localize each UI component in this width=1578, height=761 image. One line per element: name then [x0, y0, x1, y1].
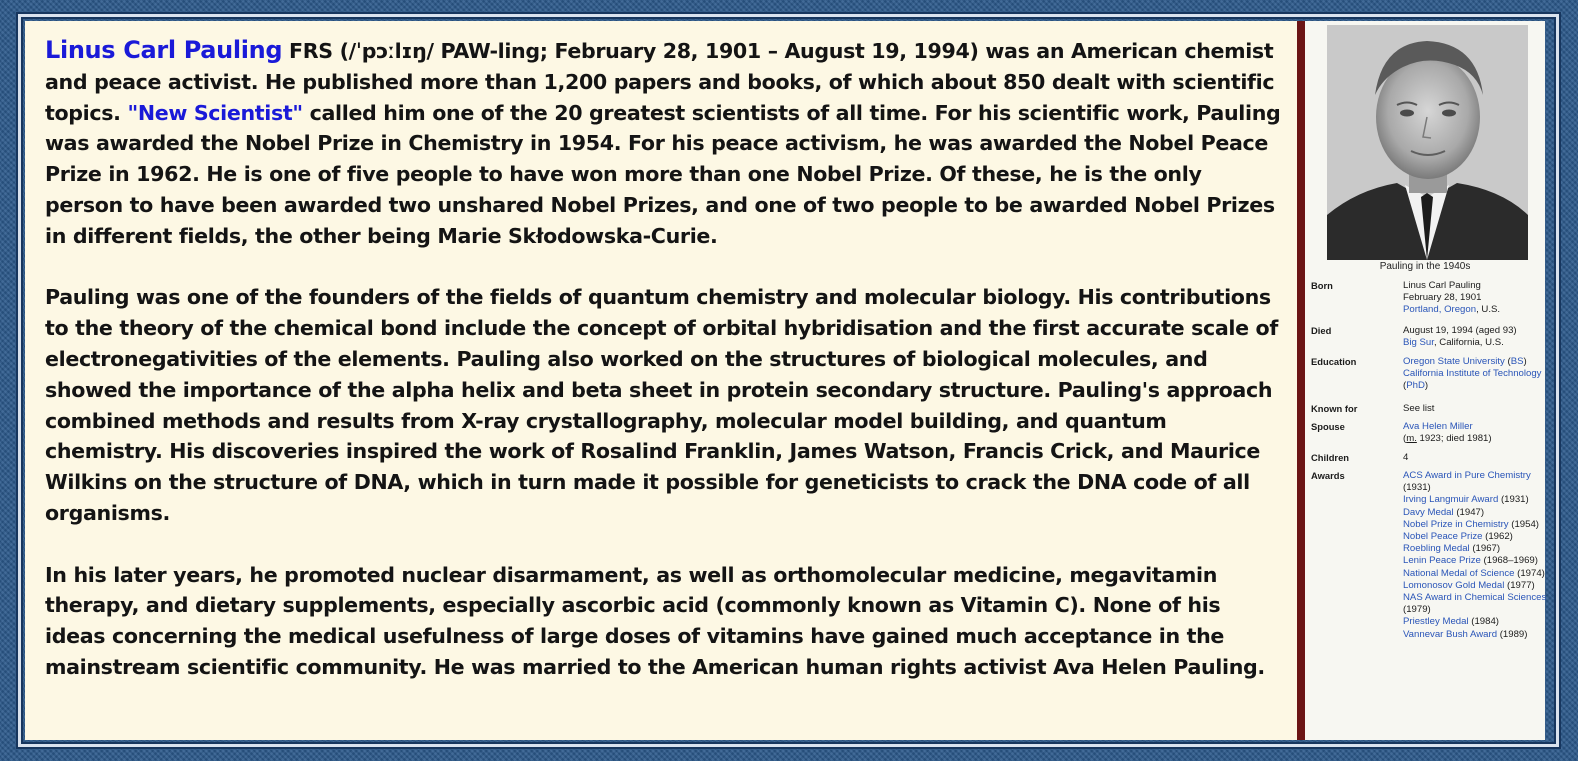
award-link[interactable]: Davy Medal — [1403, 506, 1454, 518]
award-year: (1968–1969) — [1480, 555, 1538, 567]
photo-caption: Pauling in the 1940s — [1379, 261, 1471, 272]
award-year: (1977) — [1504, 579, 1535, 591]
died-value — [1403, 325, 1548, 349]
died-date: August 19, 1994 (aged 93) — [1403, 325, 1517, 336]
subject-name: Linus Carl Pauling — [45, 36, 283, 64]
intro-text-1: FRS (/ˈpɔːlɪŋ/ PAW-ling; February 28, 1901 – August 19, 1994) was an American chemist and peace activist. He published more than 1,200 papers and books, of which about 850 dealt with scientific topics. — [45, 39, 1275, 125]
award-item — [1403, 470, 1548, 494]
award-year: (1984) — [1468, 616, 1499, 628]
paragraph-intro — [45, 35, 1283, 252]
paragraph-later-years: In his later years, he promoted nuclear disarmament, as well as orthomolecular medicine, megavitamin therapy, and dietary supplements, especially ascorbic acid (commonly known as Vitamin C). None of his ideas concerning the medical usefulness of large doses of vitamins have gained much acceptance in the mainstream scientific community. He was married to the American human rights activist Ava Helen Pauling. — [45, 562, 1265, 679]
award-link[interactable]: Lomonosov Gold Medal — [1403, 579, 1505, 591]
award-year: (1989) — [1497, 628, 1528, 640]
award-year: (1979) — [1403, 604, 1431, 616]
award-link[interactable]: Vannevar Bush Award — [1403, 628, 1498, 640]
education-2 — [1403, 368, 1548, 392]
born-date: February 28, 1901 — [1403, 292, 1482, 304]
intro-text-2: called him one of the 20 greatest scientists of all time. For his scientific work, Pauling was awarded the Nobel Prize in Chemistry in 1954. For his peace activism, he was awarded the Nobel Peace Prize in 1962. He is one of five people to have won more than one Nobel Prize. Of these, he is the only person to have been awarded two unshared Nobel Prizes, and one of two people to be awarded Nobel Prizes in different fields, the other being Marie Skłodowska-Curie. — [45, 100, 1281, 248]
children-label: Children — [1311, 452, 1350, 463]
born-place — [1403, 304, 1548, 316]
born-label: Born — [1311, 280, 1333, 291]
oregon-state-link[interactable]: Oregon State University — [1403, 356, 1505, 367]
education-label: Education — [1311, 356, 1357, 367]
paragraph-science: Pauling was one of the founders of the fields of quantum chemistry and molecular biology. His contributions to the theory of the chemical bond include the concept of orbital hybridisation and the first accurate scale of electronegativities of the elements. Pauling also worked on the structures of biological molecules, and showed the importance of the alpha helix and beta sheet in protein secondary structure. Pauling's approach combined methods and results from X-ray crystallography, molecular model building, and quantum chemistry. His discoveries inspired the work of Rosalind Franklin, James Watson, Francis Crick, and Maurice Wilkins on the structure of DNA, which in turn made it possible for geneticists to crack the DNA code of all organisms. — [45, 285, 1278, 525]
caltech-link[interactable]: California Institute of Technology — [1403, 368, 1542, 380]
award-year: (1962) — [1482, 531, 1513, 543]
award-year: (1974) — [1514, 567, 1545, 579]
edu1-open: ( — [1504, 356, 1511, 367]
new-scientist-link[interactable]: "New Scientist" — [127, 100, 303, 125]
spouse-rest: 1923; died 1981) — [1416, 433, 1492, 445]
award-year: (1947) — [1453, 506, 1485, 518]
edu2-close: ) — [1424, 380, 1429, 392]
award-link[interactable]: Nobel Peace Prize — [1403, 531, 1483, 543]
award-item — [1403, 580, 1548, 592]
spouse-label: Spouse — [1311, 421, 1345, 432]
born-name: Linus Carl Pauling — [1403, 280, 1481, 291]
awards-label: Awards — [1311, 470, 1345, 481]
award-item — [1403, 592, 1548, 616]
award-link[interactable]: Lenin Peace Prize — [1403, 555, 1481, 567]
award-item — [1403, 519, 1548, 531]
award-item — [1403, 543, 1548, 555]
award-year: (1931) — [1498, 494, 1529, 506]
panel-divider — [1297, 21, 1305, 740]
died-place-rest: , California, U.S. — [1433, 337, 1504, 349]
award-item — [1403, 494, 1548, 506]
spouse-open: ( — [1403, 433, 1407, 445]
award-link[interactable]: National Medal of Science — [1403, 567, 1515, 579]
award-link[interactable]: Roebling Medal — [1403, 543, 1470, 555]
award-link[interactable]: NAS Award in Chemical Sciences — [1403, 592, 1547, 604]
portrait-photo — [1327, 25, 1528, 260]
education-value — [1403, 356, 1548, 393]
children-value: 4 — [1403, 452, 1409, 463]
award-link[interactable]: Nobel Prize in Chemistry — [1403, 518, 1509, 530]
spouse-link[interactable]: Ava Helen Miller — [1403, 421, 1473, 432]
award-item — [1403, 629, 1548, 641]
award-link[interactable]: Irving Langmuir Award — [1403, 494, 1499, 506]
phd-link[interactable]: PhD — [1406, 380, 1425, 392]
known-for-label: Known for — [1311, 403, 1358, 414]
award-item — [1403, 507, 1548, 519]
spouse-marriage — [1403, 433, 1548, 445]
award-year: (1954) — [1508, 518, 1539, 530]
award-item — [1403, 616, 1548, 628]
known-for-value[interactable]: See list — [1403, 403, 1435, 414]
award-year: (1967) — [1469, 543, 1501, 555]
died-label: Died — [1311, 325, 1332, 336]
article-text-panel — [25, 21, 1297, 740]
spouse-value — [1403, 421, 1548, 445]
died-place — [1403, 337, 1548, 349]
born-place-rest: , U.S. — [1476, 304, 1501, 316]
edu1-close: ) — [1523, 356, 1527, 367]
award-year: (1931) — [1403, 482, 1431, 494]
award-item — [1403, 555, 1548, 567]
big-sur-link[interactable]: Big Sur — [1403, 337, 1434, 349]
infobox — [1305, 21, 1545, 740]
portland-link[interactable]: Portland, Oregon — [1403, 304, 1477, 316]
born-value — [1403, 280, 1548, 317]
award-link[interactable]: ACS Award in Pure Chemistry — [1403, 470, 1531, 481]
award-item — [1403, 568, 1548, 580]
education-1 — [1403, 356, 1548, 368]
bs-link[interactable]: BS — [1510, 356, 1524, 367]
award-item — [1403, 531, 1548, 543]
awards-value — [1403, 470, 1548, 641]
award-link[interactable]: Priestley Medal — [1403, 616, 1469, 628]
married-abbr: m. — [1406, 433, 1417, 445]
edu2-open: ( — [1403, 380, 1407, 392]
